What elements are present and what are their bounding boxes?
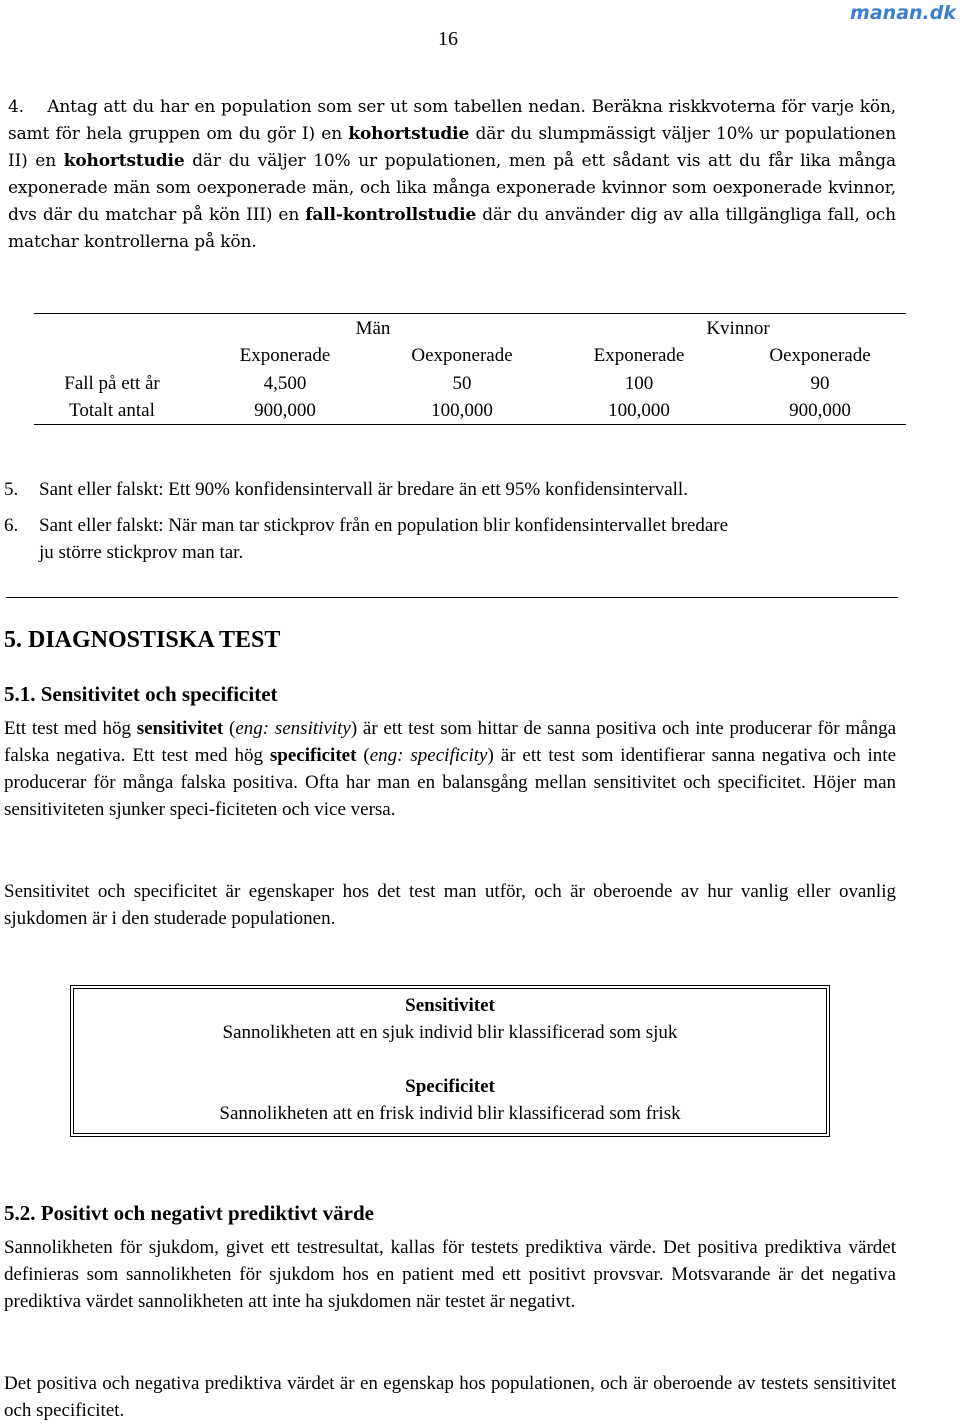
- q4-text-4: där du använder dig av alla tillgängliga fall, och matchar kontrollerna på kön.: [8, 205, 896, 252]
- table-cell: 100,000: [608, 400, 670, 421]
- question-text-line-2: ju större stickprov man tar.: [39, 542, 244, 563]
- table-cell: 50: [452, 373, 472, 394]
- section-heading: 5. DIAGNOSTISKA TEST: [4, 627, 281, 653]
- term-specificity: specificitet: [269, 745, 357, 766]
- paragraph-predictive-value-property: Det positiva och negativa prediktiva värdet är en egenskap hos populationen, och är oberoende av testets sensitivitet och specificitet.: [4, 1373, 896, 1421]
- definition-title-sensitivity: Sensitivitet: [405, 995, 495, 1016]
- paragraph-predictive-value: Sannolikheten för sjukdom, givet ett testresultat, kallas för testets prediktiva värde. Det positiva prediktiva värdet definieras som sannolikheten för sjukdom hos en patient med ett positivt provsvar. Motsvarande är det negativa prediktiva värdet sannolikheten att inte ha sjukdomen när testet är negativt.: [4, 1237, 896, 1312]
- question-number: 6.: [4, 515, 19, 536]
- question-number: 5.: [4, 479, 19, 500]
- column-header: Oexponerade: [769, 345, 871, 366]
- text-run: ) är ett test som identifierar sanna negativa och inte producerar för många falska positiva. Ofta har man en balansgång mellan sensitivitet och specificitet. Höjer man sensitiviteten sjunker speci-ficiteten och vice versa.: [4, 745, 897, 820]
- question-6: [4, 512, 896, 566]
- row-label: Totalt antal: [69, 400, 155, 421]
- term-sensitivity: sensitivitet: [136, 718, 224, 739]
- q4-text-1: Antag att du har en population som ser ut som tabellen nedan. Beräkna riskkvoterna för varje kön, samt för hela gruppen om du gör I) en: [8, 97, 896, 144]
- q4-text-3: där du väljer 10% ur populationen, men på ett sådant vis att du får lika många exponerade män som oexponerade män, och lika många exponerade kvinnor som oexponerade kvinnor, dvs där du matchar på kön III) en: [8, 151, 896, 225]
- table-cell: 100: [624, 373, 654, 394]
- text-run: (: [223, 718, 236, 739]
- text-run: Ett test med hög: [4, 718, 137, 739]
- watermark-logo[interactable]: manan.dk: [850, 2, 956, 24]
- page-number: 16: [438, 28, 458, 50]
- question-text-line-1: Sant eller falskt: När man tar stickprov från en population blir konfidensintervallet bredare: [39, 515, 729, 536]
- question-4: [8, 94, 896, 256]
- subsection-heading: 5.2. Positivt och negativt prediktivt värde: [4, 1201, 375, 1225]
- table-cell: 100,000: [431, 400, 493, 421]
- q4-term-case-control: fall-kontrollstudie: [305, 205, 477, 225]
- table-cell: 900,000: [254, 400, 316, 421]
- section-divider: [6, 597, 898, 598]
- definition-text-specificity: Sannolikheten att en frisk individ blir klassificerad som frisk: [219, 1103, 681, 1124]
- text-run: (: [356, 745, 370, 766]
- column-header: Oexponerade: [411, 345, 513, 366]
- paragraph-properties: Sensitivitet och specificitet är egenskaper hos det test man utför, och är oberoende av hur vanlig eller ovanlig sjukdomen är i den studerade populationen.: [4, 881, 896, 929]
- q4-text-2: där du slumpmässigt väljer 10% ur populationen II) en: [8, 124, 896, 171]
- table-cell: 900,000: [789, 400, 851, 421]
- question-text: Sant eller falskt: Ett 90% konfidensintervall är bredare än ett 95% konfidensintervall.: [39, 479, 688, 500]
- english-term: eng: specificity: [369, 745, 488, 766]
- paragraph-sensitivity-specificity: [4, 715, 896, 823]
- definition-box: [73, 988, 827, 1134]
- text-run: ) är ett test som hittar de sanna positiva och inte producerar för många falska negativa. Ett test med hög: [4, 718, 897, 766]
- group-header-women: Kvinnor: [706, 318, 770, 339]
- q4-term-cohort-1: kohortstudie: [348, 124, 470, 144]
- english-term: eng: sensitivity: [235, 718, 351, 739]
- population-table: [34, 313, 906, 425]
- column-header: Exponerade: [239, 345, 331, 366]
- table-cell: 4,500: [263, 373, 307, 394]
- column-header: Exponerade: [593, 345, 685, 366]
- row-label: Fall på ett år: [64, 373, 160, 394]
- subsection-heading: 5.1. Sensitivitet och specificitet: [4, 682, 278, 706]
- definition-text-sensitivity: Sannolikheten att en sjuk individ blir klassificerad som sjuk: [222, 1022, 678, 1043]
- question-5: [4, 476, 896, 503]
- q4-term-cohort-2: kohortstudie: [63, 151, 185, 171]
- table-cell: 90: [810, 373, 830, 394]
- group-header-men: Män: [355, 318, 391, 339]
- definition-title-specificity: Specificitet: [405, 1076, 495, 1097]
- question-number: 4.: [8, 97, 24, 117]
